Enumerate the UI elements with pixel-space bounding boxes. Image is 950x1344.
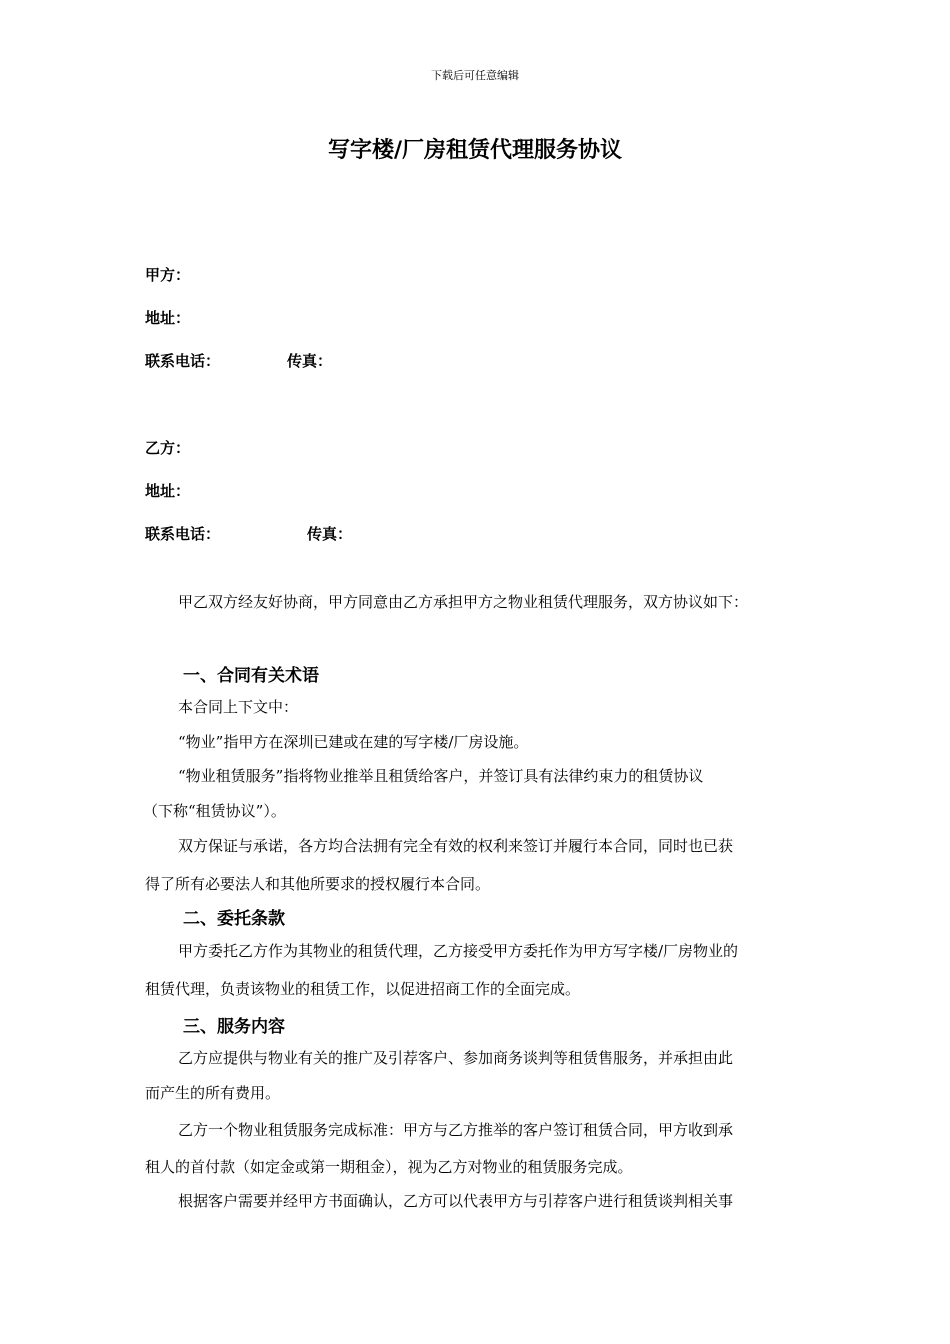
party-a-fax-label: 传真： — [287, 352, 333, 370]
header-note: 下载后可任意编辑 — [431, 69, 519, 82]
section-1-line: 得了所有必要法人和其他所要求的授权履行本合同。 — [145, 875, 491, 893]
section-1-line: 本合同上下文中： — [178, 698, 299, 716]
party-b-label: 乙方： — [145, 439, 191, 457]
section-1-line: “物业”指甲方在深圳已建或在建的写字楼/厂房设施。 — [178, 733, 529, 751]
party-b-fax-label: 传真： — [307, 525, 353, 543]
section-2-heading: 二、委托条款 — [183, 909, 285, 929]
section-3-heading: 三、服务内容 — [183, 1017, 285, 1037]
section-2-line: 甲方委托乙方作为其物业的租赁代理，乙方接受甲方委托作为甲方写字楼/厂房物业的 — [178, 942, 739, 960]
section-1-line: “物业租赁服务”指将物业推举且租赁给客户，并签订具有法律约束力的租赁协议 — [178, 767, 704, 785]
section-3-line: 乙方应提供与物业有关的推广及引荐客户、参加商务谈判等租赁售服务，并承担由此 — [178, 1049, 734, 1067]
section-3-line: 乙方一个物业租赁服务完成标准：甲方与乙方推举的客户签订租赁合同，甲方收到承 — [178, 1121, 734, 1139]
intro-paragraph: 甲乙双方经友好协商，甲方同意由乙方承担甲方之物业租赁代理服务，双方协议如下： — [178, 593, 749, 611]
section-3-line: 而产生的所有费用。 — [145, 1084, 281, 1102]
party-a-label: 甲方： — [145, 266, 191, 284]
party-a-phone-label: 联系电话： — [145, 352, 221, 370]
section-2-line: 租赁代理，负责该物业的租赁工作，以促进招商工作的全面完成。 — [145, 980, 581, 998]
party-b-address-label: 地址： — [145, 482, 191, 500]
party-a-address-label: 地址： — [145, 309, 191, 327]
section-1-line: 双方保证与承诺，各方均合法拥有完全有效的权利来签订并履行本合同，同时也已获 — [178, 837, 734, 855]
section-3-line: 根据客户需要并经甲方书面确认，乙方可以代表甲方与引荐客户进行租赁谈判相关事 — [178, 1192, 734, 1210]
section-1-heading: 一、合同有关术语 — [183, 666, 319, 686]
document-title: 写字楼/厂房租赁代理服务协议 — [327, 138, 623, 163]
party-b-phone-label: 联系电话： — [145, 525, 221, 543]
section-1-line: （下称“租赁协议”）。 — [143, 802, 286, 820]
section-3-line: 租人的首付款（如定金或第一期租金），视为乙方对物业的租赁服务完成。 — [145, 1158, 633, 1176]
